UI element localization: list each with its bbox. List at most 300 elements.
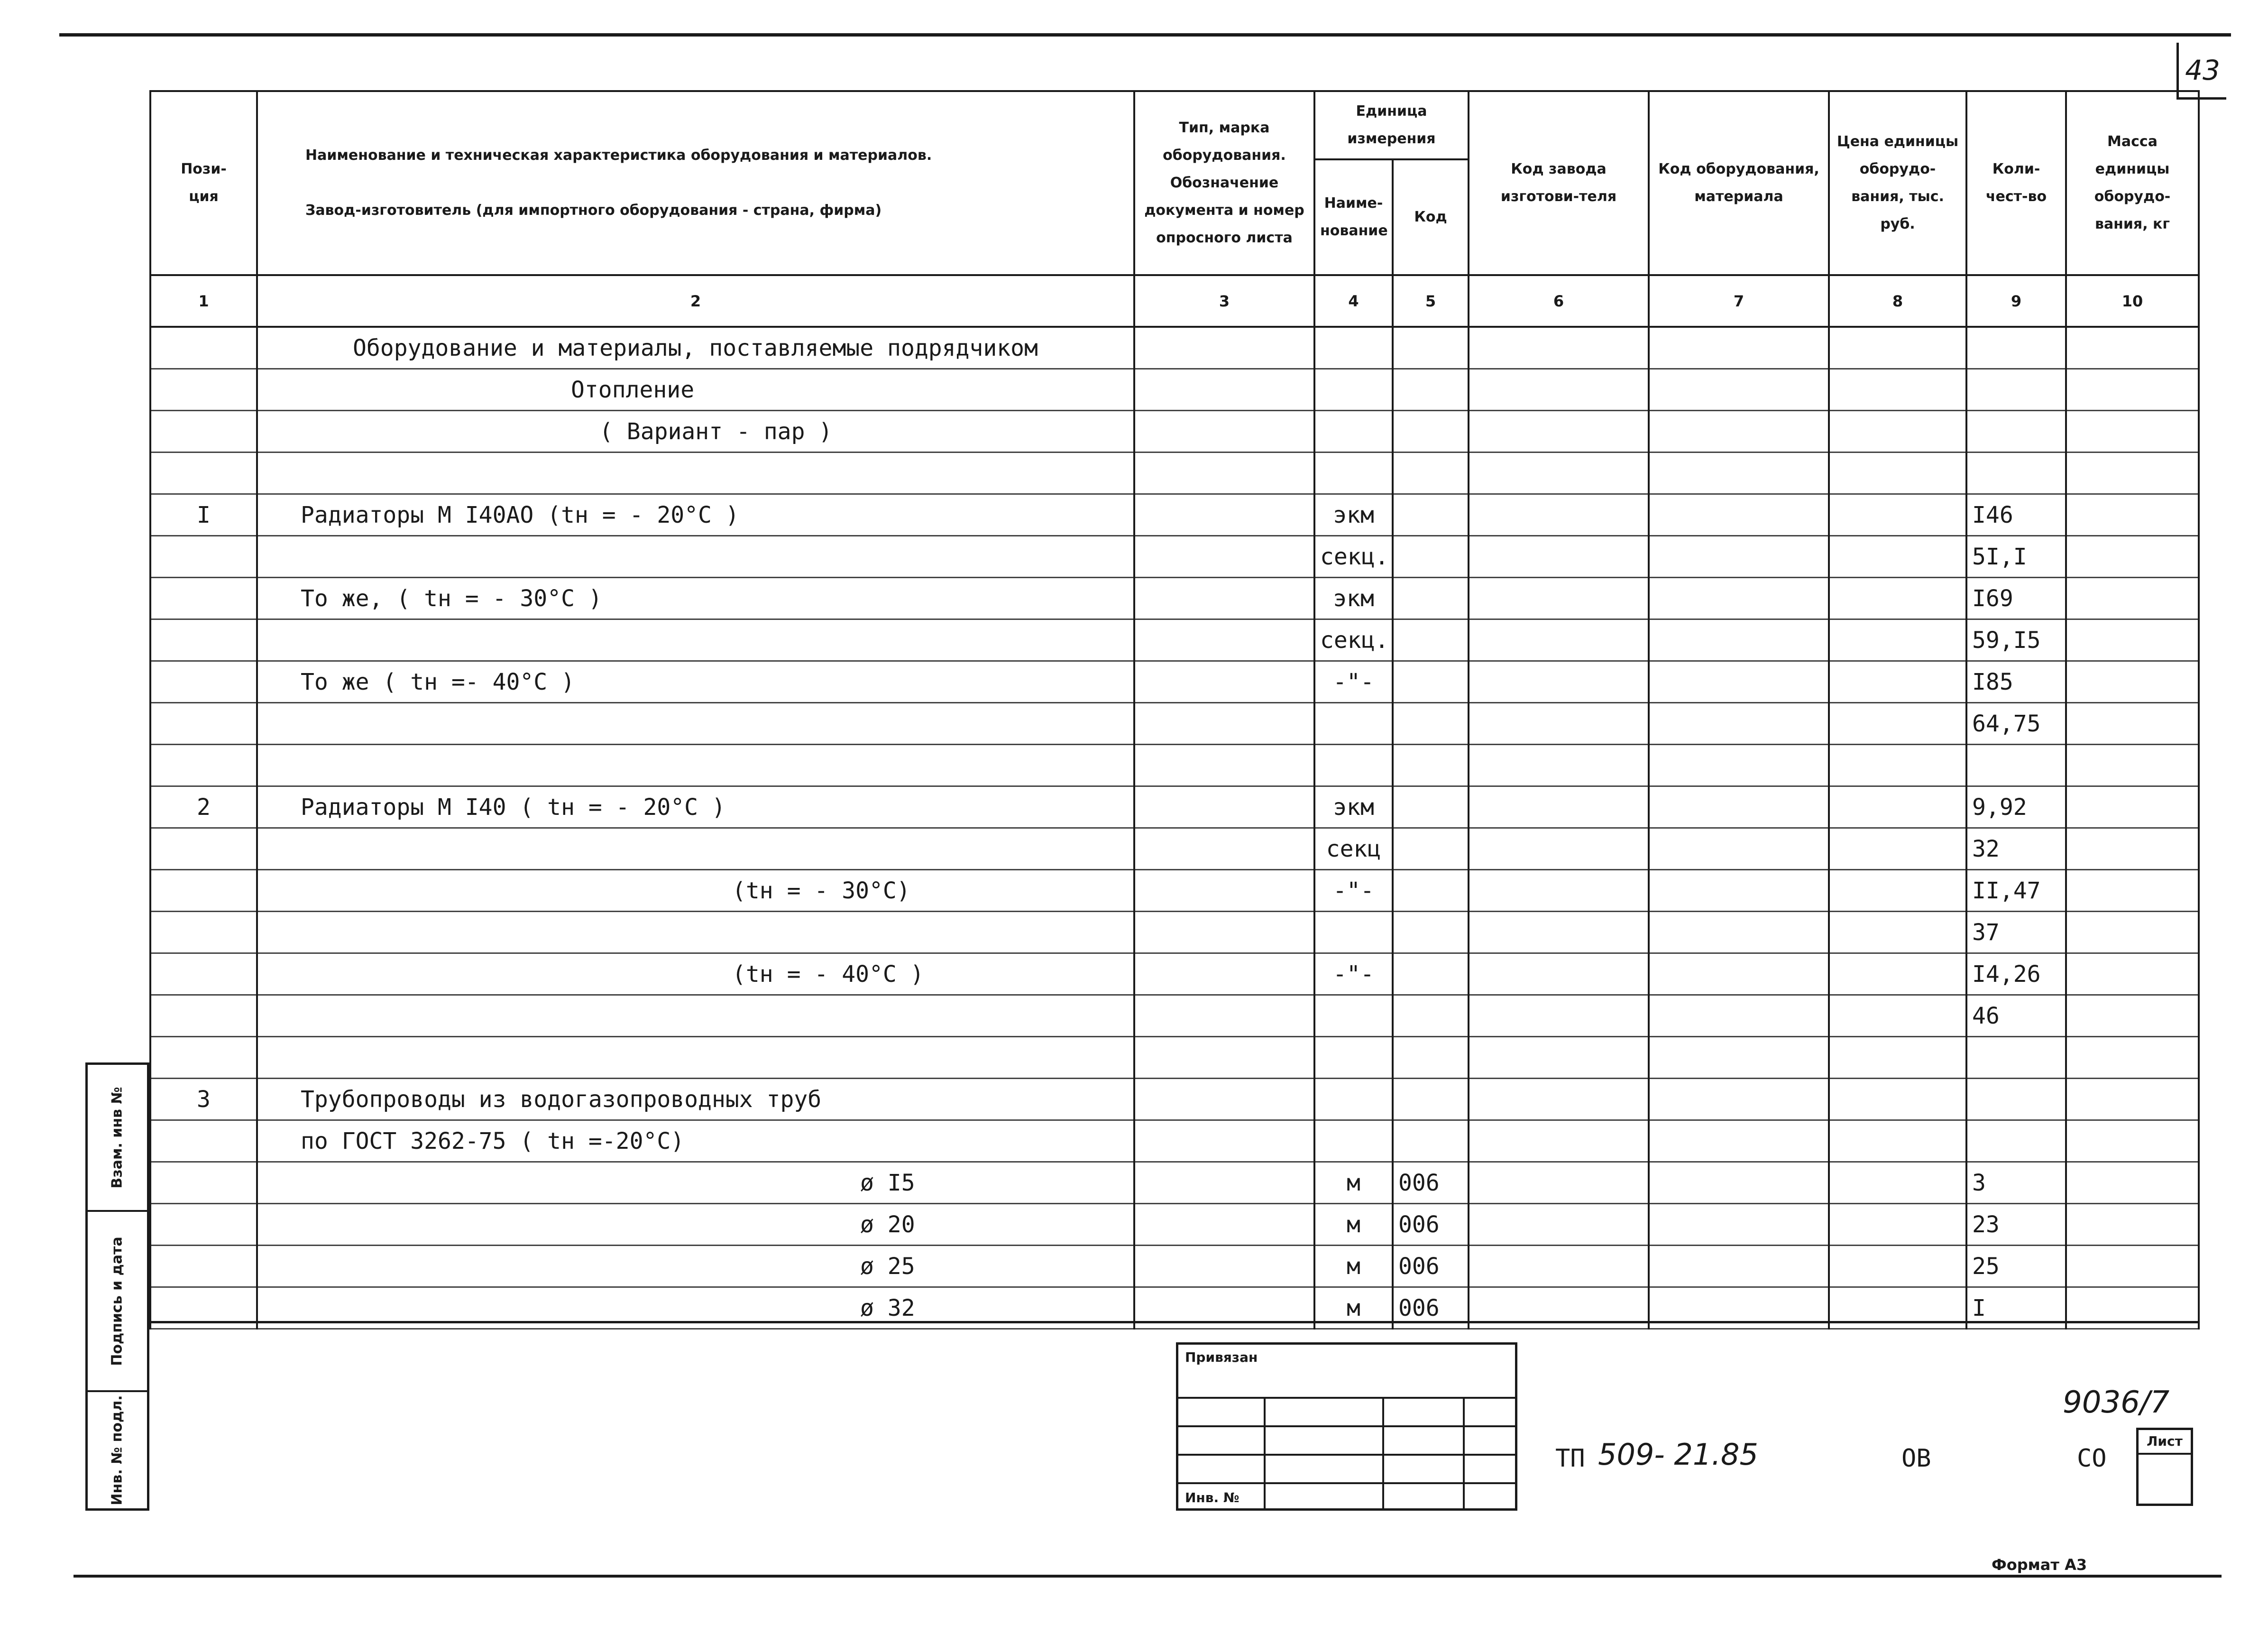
- cell-factory-code: [1469, 1079, 1649, 1120]
- cell-factory-code: [1469, 1037, 1649, 1079]
- cell-name: Радиаторы М I40 ( tн = - 20°С ): [257, 786, 1134, 828]
- cell-unit-name: [1314, 1079, 1393, 1120]
- cell-unit-code: 006: [1393, 1287, 1469, 1329]
- cell-factory-code: [1469, 953, 1649, 995]
- cell-name: [257, 912, 1134, 953]
- cell-name: Радиаторы М I40АО (tн = - 20°С ): [257, 494, 1134, 536]
- cell-name: [257, 995, 1134, 1037]
- cell-equipment-code: [1649, 536, 1829, 578]
- side-cell-vzam: [88, 1065, 147, 1212]
- cell-quantity: [1966, 1079, 2066, 1120]
- cell-name: ø 20: [257, 1204, 1134, 1246]
- cell-type: [1134, 912, 1314, 953]
- cell-unit-name: -"-: [1314, 953, 1393, 995]
- cell-factory-code: [1469, 578, 1649, 619]
- cell-name: [257, 619, 1134, 661]
- cell-name: То же ( tн =- 40°С ): [257, 661, 1134, 703]
- cell-factory-code: [1469, 369, 1649, 411]
- cell-type: [1134, 661, 1314, 703]
- cell-quantity: 32: [1966, 828, 2066, 870]
- top-border-line: [59, 33, 2231, 37]
- cell-price: [1829, 1246, 1966, 1287]
- cell-name: по ГОСТ 3262-75 ( tн =-20°С): [257, 1120, 1134, 1162]
- cell-factory-code: [1469, 1162, 1649, 1204]
- cell-mass: [2066, 536, 2199, 578]
- cell-equipment-code: [1649, 452, 1829, 494]
- cell-type: [1134, 452, 1314, 494]
- table-row: [150, 619, 2199, 661]
- cell-unit-name: [1314, 995, 1393, 1037]
- cell-quantity: 23: [1966, 1204, 2066, 1246]
- header-equipment-code: Код оборудования, материала: [1649, 91, 1829, 275]
- cell-quantity: I85: [1966, 661, 2066, 703]
- title-block-top-line: [149, 1321, 2198, 1323]
- cell-price: [1829, 452, 1966, 494]
- table-row: [150, 828, 2199, 870]
- cell-equipment-code: [1649, 1037, 1829, 1079]
- cell-unit-name: [1314, 452, 1393, 494]
- cell-equipment-code: [1649, 369, 1829, 411]
- cell-unit-name: -"-: [1314, 870, 1393, 912]
- cell-unit-code: [1393, 995, 1469, 1037]
- cell-equipment-code: [1649, 745, 1829, 786]
- cell-quantity: 59,I5: [1966, 619, 2066, 661]
- cell-quantity: I46: [1966, 494, 2066, 536]
- cell-price: [1829, 327, 1966, 369]
- cell-equipment-code: [1649, 870, 1829, 912]
- cell-unit-code: 006: [1393, 1162, 1469, 1204]
- cell-factory-code: [1469, 870, 1649, 912]
- cell-type: [1134, 828, 1314, 870]
- table-row: [150, 661, 2199, 703]
- cell-position: [150, 870, 257, 912]
- cell-quantity: [1966, 452, 2066, 494]
- cell-type: [1134, 536, 1314, 578]
- cell-equipment-code: [1649, 411, 1829, 452]
- cell-factory-code: [1469, 703, 1649, 745]
- table-row: [150, 1204, 2199, 1246]
- format-label: Формат А3: [1992, 1556, 2087, 1574]
- cell-type: [1134, 1120, 1314, 1162]
- cell-unit-name: экм: [1314, 494, 1393, 536]
- cell-price: [1829, 411, 1966, 452]
- header-unit: Единица измерения: [1314, 91, 1469, 159]
- cell-name: Трубопроводы из водогазопроводных труб: [257, 1079, 1134, 1120]
- header-unit-name: Наиме-нование: [1314, 159, 1393, 275]
- cell-equipment-code: [1649, 1246, 1829, 1287]
- cell-unit-name: [1314, 912, 1393, 953]
- list-box: [2136, 1428, 2193, 1506]
- cell-position: [150, 619, 257, 661]
- cell-type: [1134, 870, 1314, 912]
- cell-name: Оборудование и материалы, поставляемые подрядчиком: [257, 327, 1134, 369]
- cell-equipment-code: [1649, 995, 1829, 1037]
- cell-unit-name: [1314, 1120, 1393, 1162]
- cell-name: [257, 1037, 1134, 1079]
- cell-price: [1829, 953, 1966, 995]
- doc-code-number: 509- 21.85: [1598, 1437, 1758, 1472]
- cell-unit-name: экм: [1314, 786, 1393, 828]
- header-position: Пози- ция: [150, 91, 257, 275]
- table-row: [150, 452, 2199, 494]
- cell-price: [1829, 536, 1966, 578]
- cell-type: [1134, 494, 1314, 536]
- cell-unit-code: [1393, 870, 1469, 912]
- cell-unit-code: [1393, 578, 1469, 619]
- cell-unit-name: м: [1314, 1162, 1393, 1204]
- cell-unit-code: [1393, 411, 1469, 452]
- cell-position: [150, 411, 257, 452]
- column-number: 7: [1649, 275, 1829, 327]
- cell-position: [150, 995, 257, 1037]
- cell-position: [150, 578, 257, 619]
- cell-position: [150, 452, 257, 494]
- header-type: Тип, марка оборудования. Обозначение документа и номер опросного листа: [1134, 91, 1314, 275]
- cell-equipment-code: [1649, 661, 1829, 703]
- cell-price: [1829, 786, 1966, 828]
- cell-equipment-code: [1649, 703, 1829, 745]
- cell-mass: [2066, 912, 2199, 953]
- cell-quantity: [1966, 411, 2066, 452]
- cell-type: [1134, 703, 1314, 745]
- header-unit-code: Код: [1393, 159, 1469, 275]
- cell-unit-code: [1393, 745, 1469, 786]
- table-row: [150, 1037, 2199, 1079]
- cell-equipment-code: [1649, 1162, 1829, 1204]
- cell-position: [150, 661, 257, 703]
- cell-factory-code: [1469, 912, 1649, 953]
- cell-quantity: [1966, 745, 2066, 786]
- cell-mass: [2066, 619, 2199, 661]
- cell-name: То же, ( tн = - 30°С ): [257, 578, 1134, 619]
- cell-factory-code: [1469, 1120, 1649, 1162]
- header-name: [257, 91, 1134, 275]
- cell-unit-code: [1393, 452, 1469, 494]
- cell-factory-code: [1469, 536, 1649, 578]
- cell-price: [1829, 1079, 1966, 1120]
- cell-unit-name: [1314, 745, 1393, 786]
- header-name-line2: Завод-изготовитель (для импортного оборудования - страна, фирма): [305, 202, 882, 219]
- cell-name: ( Вариант - пар ): [257, 411, 1134, 452]
- cell-equipment-code: [1649, 578, 1829, 619]
- cell-name: ø I5: [257, 1162, 1134, 1204]
- cell-type: [1134, 369, 1314, 411]
- table-row: [150, 369, 2199, 411]
- column-number: 2: [257, 275, 1134, 327]
- table-row: [150, 1246, 2199, 1287]
- cell-quantity: [1966, 1120, 2066, 1162]
- cell-price: [1829, 828, 1966, 870]
- cell-factory-code: [1469, 619, 1649, 661]
- cell-mass: [2066, 1037, 2199, 1079]
- cell-name: ø 32: [257, 1287, 1134, 1329]
- cell-name: ø 25: [257, 1246, 1134, 1287]
- header-quantity: Коли-чест-во: [1966, 91, 2066, 275]
- list-label: Лист: [2139, 1430, 2191, 1455]
- cell-factory-code: [1469, 327, 1649, 369]
- cell-unit-code: [1393, 369, 1469, 411]
- cell-unit-code: [1393, 661, 1469, 703]
- cell-position: [150, 828, 257, 870]
- table-row: [150, 1079, 2199, 1120]
- cell-name: [257, 536, 1134, 578]
- cell-price: [1829, 1120, 1966, 1162]
- cell-mass: [2066, 661, 2199, 703]
- cell-quantity: 37: [1966, 912, 2066, 953]
- cell-factory-code: [1469, 411, 1649, 452]
- table-row: [150, 327, 2199, 369]
- cell-quantity: 46: [1966, 995, 2066, 1037]
- cell-price: [1829, 912, 1966, 953]
- cell-equipment-code: [1649, 912, 1829, 953]
- cell-unit-name: м: [1314, 1287, 1393, 1329]
- cell-mass: [2066, 411, 2199, 452]
- column-number: 4: [1314, 275, 1393, 327]
- cell-price: [1829, 661, 1966, 703]
- table-row: [150, 494, 2199, 536]
- table-row: [150, 912, 2199, 953]
- cell-factory-code: [1469, 452, 1649, 494]
- cell-name: [257, 452, 1134, 494]
- cell-name: [257, 745, 1134, 786]
- cell-mass: [2066, 703, 2199, 745]
- table-row: [150, 1162, 2199, 1204]
- cell-quantity: 9,92: [1966, 786, 2066, 828]
- side-label-vzam: Взам. инв №: [109, 1086, 126, 1189]
- cell-position: I: [150, 494, 257, 536]
- cell-position: [150, 1037, 257, 1079]
- cell-unit-code: [1393, 619, 1469, 661]
- cell-mass: [2066, 995, 2199, 1037]
- table-row: [150, 870, 2199, 912]
- column-number: 8: [1829, 275, 1966, 327]
- cell-position: [150, 953, 257, 995]
- cell-position: 3: [150, 1079, 257, 1120]
- column-number: 3: [1134, 275, 1314, 327]
- cell-quantity: I4,26: [1966, 953, 2066, 995]
- cell-unit-code: [1393, 1120, 1469, 1162]
- column-number: 5: [1393, 275, 1469, 327]
- cell-name: (tн = - 40°С ): [257, 953, 1134, 995]
- table-row: [150, 786, 2199, 828]
- privyazan-label: Привязан: [1185, 1349, 1258, 1365]
- cell-unit-name: м: [1314, 1246, 1393, 1287]
- cell-equipment-code: [1649, 786, 1829, 828]
- doc-section: ОВ: [1901, 1444, 1931, 1473]
- column-number: 6: [1469, 275, 1649, 327]
- cell-equipment-code: [1649, 828, 1829, 870]
- cell-type: [1134, 1246, 1314, 1287]
- header-mass: Масса единицы оборудо-вания, кг: [2066, 91, 2199, 275]
- cell-price: [1829, 369, 1966, 411]
- cell-equipment-code: [1649, 1120, 1829, 1162]
- cell-price: [1829, 1162, 1966, 1204]
- cell-unit-code: [1393, 953, 1469, 995]
- cell-mass: [2066, 578, 2199, 619]
- cell-equipment-code: [1649, 619, 1829, 661]
- cell-unit-code: [1393, 786, 1469, 828]
- cell-quantity: II,47: [1966, 870, 2066, 912]
- cell-factory-code: [1469, 995, 1649, 1037]
- cell-type: [1134, 1204, 1314, 1246]
- table-row: [150, 578, 2199, 619]
- cell-quantity: 64,75: [1966, 703, 2066, 745]
- cell-unit-name: м: [1314, 1204, 1393, 1246]
- cell-unit-name: [1314, 411, 1393, 452]
- cell-mass: [2066, 369, 2199, 411]
- table-row: [150, 411, 2199, 452]
- cell-quantity: [1966, 327, 2066, 369]
- cell-mass: [2066, 327, 2199, 369]
- cell-mass: [2066, 1246, 2199, 1287]
- cell-type: [1134, 1162, 1314, 1204]
- cell-quantity: I: [1966, 1287, 2066, 1329]
- cell-price: [1829, 494, 1966, 536]
- side-label-podpis: Подпись и дата: [109, 1236, 126, 1366]
- cell-mass: [2066, 1120, 2199, 1162]
- cell-price: [1829, 870, 1966, 912]
- cell-unit-code: [1393, 1079, 1469, 1120]
- side-stamp: [85, 1062, 149, 1511]
- cell-type: [1134, 1079, 1314, 1120]
- side-cell-inv: [88, 1392, 147, 1508]
- cell-type: [1134, 411, 1314, 452]
- cell-equipment-code: [1649, 327, 1829, 369]
- cell-mass: [2066, 745, 2199, 786]
- doc-code-prefix: ТП: [1555, 1444, 1585, 1473]
- cell-price: [1829, 745, 1966, 786]
- cell-unit-name: [1314, 703, 1393, 745]
- header-name-line1: Наименование и техническая характеристика оборудования и материалов.: [305, 147, 932, 164]
- cell-unit-name: -"-: [1314, 661, 1393, 703]
- cell-unit-code: [1393, 536, 1469, 578]
- cell-unit-name: экм: [1314, 578, 1393, 619]
- cell-unit-code: [1393, 912, 1469, 953]
- cell-unit-code: [1393, 494, 1469, 536]
- column-number: 9: [1966, 275, 2066, 327]
- cell-position: [150, 1246, 257, 1287]
- cell-type: [1134, 995, 1314, 1037]
- cell-unit-code: [1393, 703, 1469, 745]
- cell-position: [150, 369, 257, 411]
- cell-position: 2: [150, 786, 257, 828]
- cell-position: [150, 745, 257, 786]
- cell-type: [1134, 745, 1314, 786]
- cell-position: [150, 1204, 257, 1246]
- table-row: [150, 1120, 2199, 1162]
- cell-type: [1134, 578, 1314, 619]
- cell-equipment-code: [1649, 1079, 1829, 1120]
- header-factory-code: Код завода изготови-теля: [1469, 91, 1649, 275]
- cell-factory-code: [1469, 661, 1649, 703]
- cell-mass: [2066, 1079, 2199, 1120]
- cell-quantity: [1966, 369, 2066, 411]
- cell-mass: [2066, 452, 2199, 494]
- cell-price: [1829, 703, 1966, 745]
- cell-unit-code: [1393, 327, 1469, 369]
- cell-unit-code: 006: [1393, 1246, 1469, 1287]
- cell-factory-code: [1469, 745, 1649, 786]
- cell-unit-name: [1314, 327, 1393, 369]
- cell-mass: [2066, 494, 2199, 536]
- bottom-border-line: [73, 1575, 2222, 1578]
- cell-factory-code: [1469, 1204, 1649, 1246]
- table-row: [150, 995, 2199, 1037]
- cell-position: [150, 327, 257, 369]
- column-number: 10: [2066, 275, 2199, 327]
- cell-name: Отопление: [257, 369, 1134, 411]
- cell-price: [1829, 619, 1966, 661]
- cell-type: [1134, 786, 1314, 828]
- cell-mass: [2066, 1162, 2199, 1204]
- cell-type: [1134, 1037, 1314, 1079]
- cell-unit-name: секц.: [1314, 619, 1393, 661]
- cell-price: [1829, 1204, 1966, 1246]
- cell-position: [150, 536, 257, 578]
- cell-quantity: I69: [1966, 578, 2066, 619]
- stamp-divider: [1463, 1397, 1465, 1511]
- cell-price: [1829, 1037, 1966, 1079]
- cell-quantity: 5I,I: [1966, 536, 2066, 578]
- cell-name: [257, 828, 1134, 870]
- cell-factory-code: [1469, 1246, 1649, 1287]
- privyazan-stamp: [1176, 1342, 1517, 1511]
- cell-type: [1134, 327, 1314, 369]
- table-row: [150, 703, 2199, 745]
- cell-factory-code: [1469, 828, 1649, 870]
- stamp-divider: [1382, 1397, 1384, 1511]
- column-number: 1: [150, 275, 257, 327]
- cell-unit-name: секц.: [1314, 536, 1393, 578]
- cell-quantity: 25: [1966, 1246, 2066, 1287]
- cell-position: [150, 1120, 257, 1162]
- table-row: [150, 536, 2199, 578]
- cell-quantity: 3: [1966, 1162, 2066, 1204]
- cell-quantity: [1966, 1037, 2066, 1079]
- specification-table: [149, 90, 2200, 1330]
- side-label-inv: Инв. № подл.: [109, 1395, 126, 1505]
- table-row: [150, 953, 2199, 995]
- cell-factory-code: [1469, 494, 1649, 536]
- side-cell-podpis: [88, 1212, 147, 1392]
- cell-position: [150, 912, 257, 953]
- cell-price: [1829, 995, 1966, 1037]
- cell-name: [257, 703, 1134, 745]
- cell-equipment-code: [1649, 953, 1829, 995]
- stamp-divider: [1264, 1397, 1266, 1511]
- cell-unit-code: [1393, 1037, 1469, 1079]
- cell-type: [1134, 953, 1314, 995]
- cell-unit-code: 006: [1393, 1204, 1469, 1246]
- doc-type: СО: [2077, 1444, 2107, 1473]
- sheet-number: 43: [2176, 43, 2226, 100]
- cell-mass: [2066, 1204, 2199, 1246]
- cell-type: [1134, 619, 1314, 661]
- cell-unit-name: [1314, 1037, 1393, 1079]
- cell-position: [150, 703, 257, 745]
- cell-mass: [2066, 953, 2199, 995]
- cell-position: [150, 1162, 257, 1204]
- cell-equipment-code: [1649, 494, 1829, 536]
- cell-factory-code: [1469, 786, 1649, 828]
- cell-mass: [2066, 828, 2199, 870]
- table-row: [150, 745, 2199, 786]
- cell-mass: [2066, 870, 2199, 912]
- cell-name: (tн = - 30°С): [257, 870, 1134, 912]
- header-price: Цена единицы оборудо-вания, тыс. руб.: [1829, 91, 1966, 275]
- cell-price: [1829, 578, 1966, 619]
- stamp-inv-label: Инв. №: [1185, 1490, 1240, 1505]
